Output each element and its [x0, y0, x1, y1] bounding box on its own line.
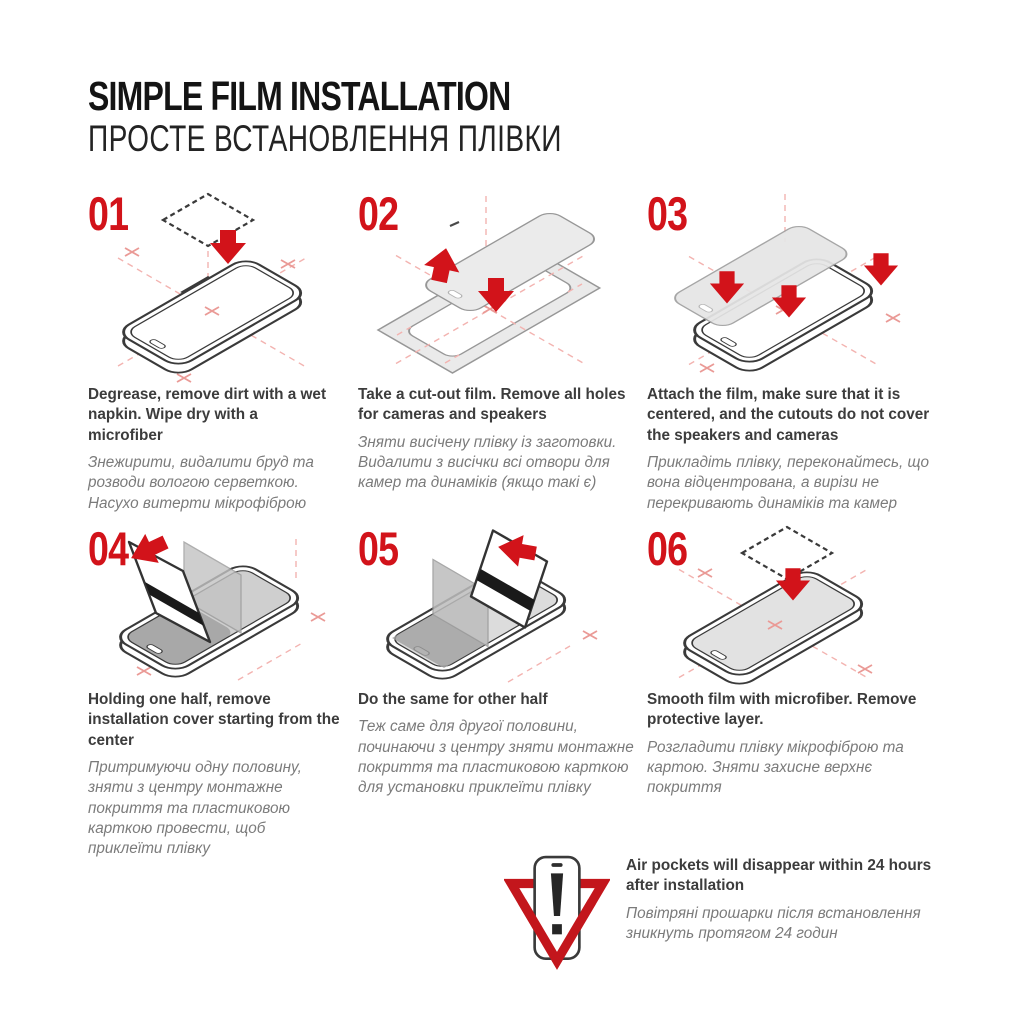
step-01-text-ua: Знежирити, видалити бруд та розводи вологою серветкою. Насухо витерти мікрофіброю	[88, 454, 314, 512]
phone-icon	[116, 257, 308, 377]
step-06-illustration	[647, 522, 927, 690]
step-03-illustration	[647, 187, 917, 385]
step-01-number: 01	[88, 187, 129, 240]
phone-icon	[677, 568, 869, 688]
step-02-text-ua: Зняти висічену плівку із заготовки. Видалити з висічки всі отвори для камер та динаміків (якщо такі є)	[358, 433, 617, 492]
step-04-number: 04	[88, 522, 129, 575]
step-02-text-en: Take a cut-out film. Remove all holes for cameras and speakers	[358, 386, 626, 424]
step-05-number: 05	[358, 522, 399, 575]
phone-icon	[535, 857, 580, 959]
note-text-en: Air pockets will disappear within 24 hours after installation	[626, 857, 932, 895]
page-title-ua: ПРОСТЕ ВСТАНОВЛЕННЯ ПЛІВКИ	[88, 118, 562, 159]
step-02-illustration	[358, 187, 628, 385]
step-04-text-ua: Притримуючи одну половину, зняти з центру монтажне покриття та пластиковою карткою провести, щоб приклеїти плівку	[88, 759, 302, 858]
step-05-text-ua: Теж саме для другої половини, починаючи з центру зняти монтажне покриття та пластиковою карткою для установки приклеїти плівку	[358, 718, 634, 797]
note-text-ua: Повітряні прошарки після встановлення зникнуть протягом 24 годин	[626, 904, 921, 943]
step-02	[358, 187, 640, 494]
step-05-text-en: Do the same for other half	[358, 691, 548, 708]
step-01-text-en: Degrease, remove dirt with a wet napkin. Wipe dry with a microfiber	[88, 386, 327, 444]
air-pockets-note	[504, 853, 948, 975]
arrow-down-icon	[864, 253, 898, 285]
note-text	[626, 853, 948, 975]
step-04	[88, 522, 368, 860]
step-06-text-en: Smooth film with microfiber. Remove protective layer.	[647, 691, 917, 729]
step-03-number: 03	[647, 187, 688, 240]
step-05	[358, 522, 640, 799]
step-02-number: 02	[358, 187, 399, 240]
step-03-text-ua: Прикладіть плівку, переконайтесь, що вона відцентрована, а вирізи не перекривають динаміків та камер	[647, 454, 930, 512]
step-06	[647, 522, 943, 799]
step-06-number: 06	[647, 522, 688, 575]
page-title	[88, 73, 711, 159]
step-04-text-en: Holding one half, remove installation cover starting from the center	[88, 691, 340, 749]
step-03	[647, 187, 943, 514]
step-01	[88, 187, 368, 514]
page-title-en: SIMPLE FILM INSTALLATION	[88, 73, 511, 119]
napkin-icon	[163, 194, 253, 246]
step-06-text-ua: Розгладити плівку мікрофіброю та картою. Зняти захисне верхнє покриття	[647, 738, 904, 797]
warning-icon	[504, 853, 610, 975]
step-03-text-en: Attach the film, make sure that it is centered, and the cutouts do not cover the speakers and cameras	[647, 386, 930, 444]
